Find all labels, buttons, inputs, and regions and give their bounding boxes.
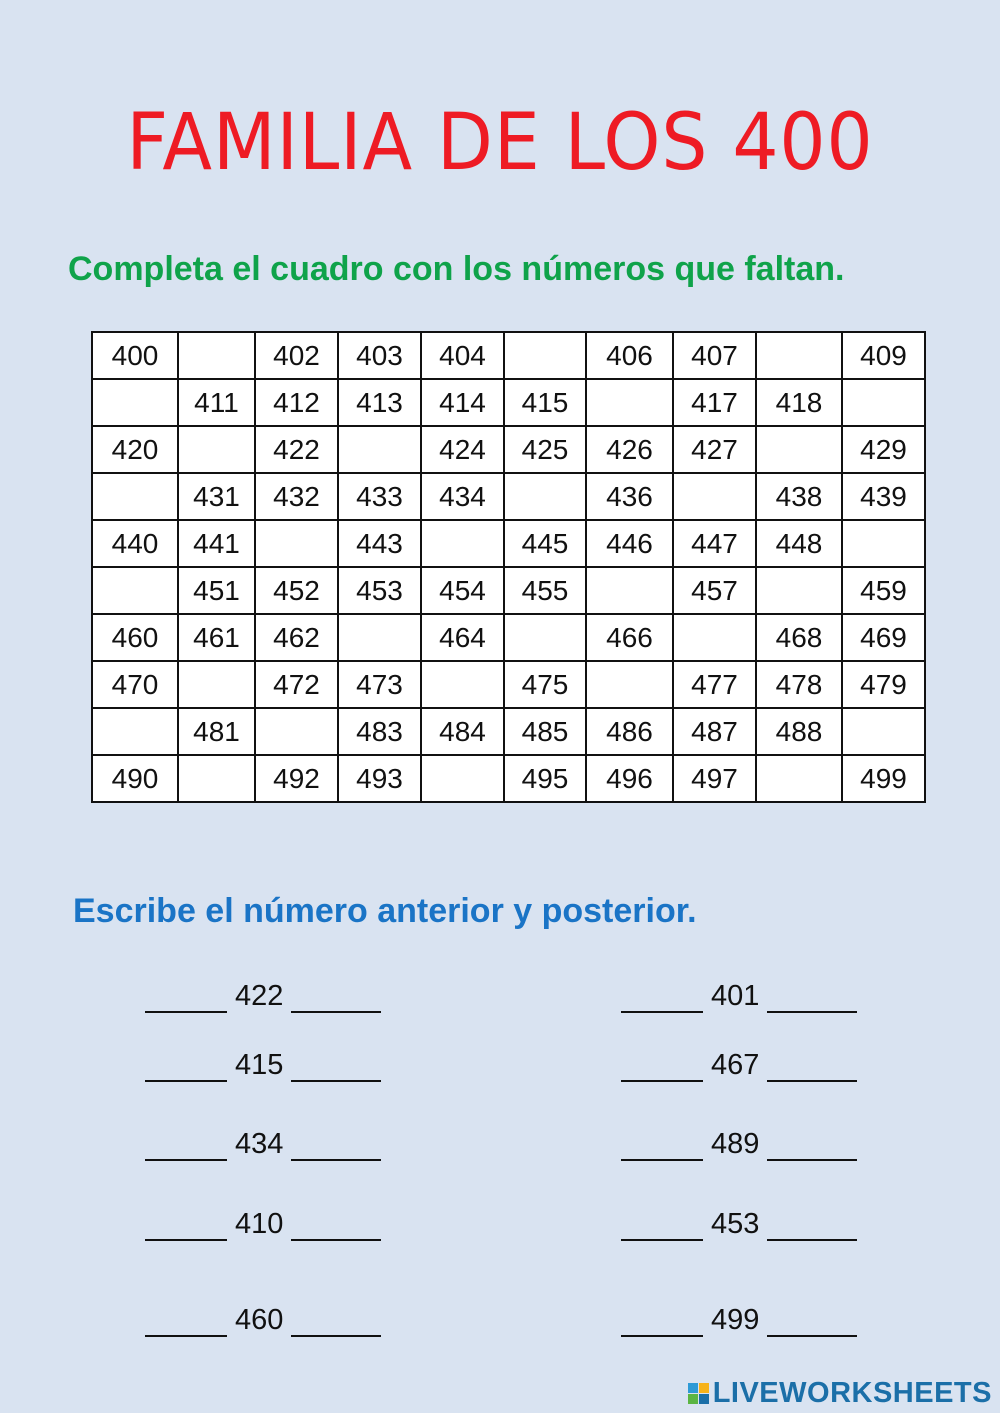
- grid-blank-cell[interactable]: [586, 567, 673, 614]
- grid-blank-cell[interactable]: [756, 755, 842, 802]
- grid-blank-cell[interactable]: [178, 661, 255, 708]
- grid-cell: 439: [842, 473, 925, 520]
- grid-cell: 404: [421, 332, 504, 379]
- grid-cell: 448: [756, 520, 842, 567]
- exercise-number: 422: [235, 980, 284, 1012]
- exercise-number: 453: [711, 1208, 760, 1240]
- exercise-item: [621, 1208, 857, 1241]
- grid-cell: 470: [92, 661, 178, 708]
- grid-cell: 477: [673, 661, 756, 708]
- grid-cell: 496: [586, 755, 673, 802]
- grid-cell: 440: [92, 520, 178, 567]
- grid-row: [92, 379, 925, 426]
- grid-cell: 447: [673, 520, 756, 567]
- grid-cell: 462: [255, 614, 338, 661]
- grid-cell: 455: [504, 567, 586, 614]
- previous-number-blank[interactable]: [145, 1309, 227, 1337]
- grid-cell: 459: [842, 567, 925, 614]
- grid-cell: 499: [842, 755, 925, 802]
- grid-cell: 422: [255, 426, 338, 473]
- grid-blank-cell[interactable]: [586, 661, 673, 708]
- previous-number-blank[interactable]: [145, 1133, 227, 1161]
- previous-number-blank[interactable]: [621, 1133, 703, 1161]
- grid-cell: 454: [421, 567, 504, 614]
- exercise-item: [145, 1128, 381, 1161]
- grid-blank-cell[interactable]: [92, 708, 178, 755]
- grid-cell: 453: [338, 567, 421, 614]
- grid-blank-cell[interactable]: [92, 567, 178, 614]
- exercise-item: [621, 1049, 857, 1082]
- grid-blank-cell[interactable]: [504, 614, 586, 661]
- grid-cell: 445: [504, 520, 586, 567]
- exercise-number: 460: [235, 1304, 284, 1336]
- grid-cell: 475: [504, 661, 586, 708]
- grid-cell: 427: [673, 426, 756, 473]
- brand-name: LIVEWORKSHEETS: [712, 1377, 992, 1409]
- next-number-blank[interactable]: [767, 1309, 857, 1337]
- grid-cell: 451: [178, 567, 255, 614]
- previous-number-blank[interactable]: [621, 1213, 703, 1241]
- grid-cell: 485: [504, 708, 586, 755]
- previous-number-blank[interactable]: [621, 1309, 703, 1337]
- grid-cell: 469: [842, 614, 925, 661]
- grid-blank-cell[interactable]: [673, 614, 756, 661]
- instruction-before-after: Escribe el número anterior y posterior.: [73, 892, 697, 930]
- grid-blank-cell[interactable]: [504, 473, 586, 520]
- grid-cell: 460: [92, 614, 178, 661]
- grid-row: [92, 708, 925, 755]
- grid-blank-cell[interactable]: [338, 426, 421, 473]
- liveworksheets-icon: [688, 1383, 709, 1404]
- grid-cell: 461: [178, 614, 255, 661]
- exercise-number: 415: [235, 1049, 284, 1081]
- grid-cell: 441: [178, 520, 255, 567]
- grid-row: [92, 755, 925, 802]
- next-number-blank[interactable]: [291, 1133, 381, 1161]
- grid-cell: 493: [338, 755, 421, 802]
- previous-number-blank[interactable]: [145, 1054, 227, 1082]
- next-number-blank[interactable]: [291, 1213, 381, 1241]
- next-number-blank[interactable]: [291, 1309, 381, 1337]
- grid-cell: 464: [421, 614, 504, 661]
- grid-cell: 409: [842, 332, 925, 379]
- grid-blank-cell[interactable]: [255, 708, 338, 755]
- grid-cell: 472: [255, 661, 338, 708]
- grid-cell: 443: [338, 520, 421, 567]
- exercise-item: [145, 1049, 381, 1082]
- grid-cell: 406: [586, 332, 673, 379]
- grid-cell: 484: [421, 708, 504, 755]
- grid-cell: 457: [673, 567, 756, 614]
- grid-cell: 497: [673, 755, 756, 802]
- grid-cell: 414: [421, 379, 504, 426]
- grid-cell: 420: [92, 426, 178, 473]
- previous-number-blank[interactable]: [621, 1054, 703, 1082]
- exercise-number: 401: [711, 980, 760, 1012]
- grid-cell: 446: [586, 520, 673, 567]
- grid-blank-cell[interactable]: [842, 520, 925, 567]
- grid-cell: 424: [421, 426, 504, 473]
- grid-cell: 402: [255, 332, 338, 379]
- grid-cell: 413: [338, 379, 421, 426]
- exercise-number: 434: [235, 1128, 284, 1160]
- grid-cell: 473: [338, 661, 421, 708]
- grid-cell: 431: [178, 473, 255, 520]
- grid-blank-cell[interactable]: [756, 332, 842, 379]
- grid-blank-cell[interactable]: [178, 755, 255, 802]
- grid-blank-cell[interactable]: [421, 755, 504, 802]
- grid-cell: 418: [756, 379, 842, 426]
- grid-cell: 487: [673, 708, 756, 755]
- grid-blank-cell[interactable]: [255, 520, 338, 567]
- previous-number-blank[interactable]: [621, 985, 703, 1013]
- grid-cell: 433: [338, 473, 421, 520]
- exercise-item: [145, 980, 381, 1013]
- grid-blank-cell[interactable]: [178, 426, 255, 473]
- instruction-complete-table: Completa el cuadro con los números que faltan.: [68, 250, 845, 288]
- next-number-blank[interactable]: [767, 985, 857, 1013]
- grid-cell: 403: [338, 332, 421, 379]
- grid-cell: 479: [842, 661, 925, 708]
- exercise-item: [145, 1304, 381, 1337]
- grid-cell: 481: [178, 708, 255, 755]
- grid-row: [92, 614, 925, 661]
- grid-row: [92, 426, 925, 473]
- grid-row: [92, 473, 925, 520]
- grid-cell: 483: [338, 708, 421, 755]
- grid-cell: 407: [673, 332, 756, 379]
- grid-row: [92, 520, 925, 567]
- grid-cell: 486: [586, 708, 673, 755]
- grid-blank-cell[interactable]: [842, 708, 925, 755]
- grid-cell: 417: [673, 379, 756, 426]
- grid-blank-cell[interactable]: [756, 426, 842, 473]
- grid-row: [92, 567, 925, 614]
- grid-cell: 490: [92, 755, 178, 802]
- grid-cell: 452: [255, 567, 338, 614]
- next-number-blank[interactable]: [767, 1054, 857, 1082]
- grid-cell: 425: [504, 426, 586, 473]
- grid-cell: 495: [504, 755, 586, 802]
- exercise-number: 489: [711, 1128, 760, 1160]
- exercise-item: [621, 1304, 857, 1337]
- grid-cell: 426: [586, 426, 673, 473]
- grid-cell: 468: [756, 614, 842, 661]
- grid-cell: 415: [504, 379, 586, 426]
- grid-blank-cell[interactable]: [92, 379, 178, 426]
- grid-cell: 400: [92, 332, 178, 379]
- grid-blank-cell[interactable]: [756, 567, 842, 614]
- grid-blank-cell[interactable]: [178, 332, 255, 379]
- next-number-blank[interactable]: [767, 1213, 857, 1241]
- grid-blank-cell[interactable]: [92, 473, 178, 520]
- grid-blank-cell[interactable]: [421, 520, 504, 567]
- previous-number-blank[interactable]: [145, 985, 227, 1013]
- grid-cell: 432: [255, 473, 338, 520]
- grid-cell: 478: [756, 661, 842, 708]
- grid-cell: 436: [586, 473, 673, 520]
- grid-row: [92, 661, 925, 708]
- grid-cell: 492: [255, 755, 338, 802]
- grid-blank-cell[interactable]: [338, 614, 421, 661]
- brand-logo: [688, 1377, 992, 1410]
- exercise-number: 467: [711, 1049, 760, 1081]
- exercise-number: 499: [711, 1304, 760, 1336]
- next-number-blank[interactable]: [291, 1054, 381, 1082]
- exercise-item: [621, 980, 857, 1013]
- grid-blank-cell[interactable]: [421, 661, 504, 708]
- number-grid: [91, 331, 926, 803]
- previous-number-blank[interactable]: [145, 1213, 227, 1241]
- page-title: FAMILIA DE LOS 400: [126, 98, 874, 188]
- grid-blank-cell[interactable]: [504, 332, 586, 379]
- next-number-blank[interactable]: [767, 1133, 857, 1161]
- grid-cell: 429: [842, 426, 925, 473]
- grid-cell: 438: [756, 473, 842, 520]
- grid-row: [92, 332, 925, 379]
- grid-cell: 434: [421, 473, 504, 520]
- grid-blank-cell[interactable]: [586, 379, 673, 426]
- grid-cell: 466: [586, 614, 673, 661]
- exercise-item: [621, 1128, 857, 1161]
- exercise-number: 410: [235, 1208, 284, 1240]
- grid-cell: 411: [178, 379, 255, 426]
- grid-cell: 412: [255, 379, 338, 426]
- next-number-blank[interactable]: [291, 985, 381, 1013]
- grid-cell: 488: [756, 708, 842, 755]
- grid-blank-cell[interactable]: [673, 473, 756, 520]
- grid-blank-cell[interactable]: [842, 379, 925, 426]
- exercise-item: [145, 1208, 381, 1241]
